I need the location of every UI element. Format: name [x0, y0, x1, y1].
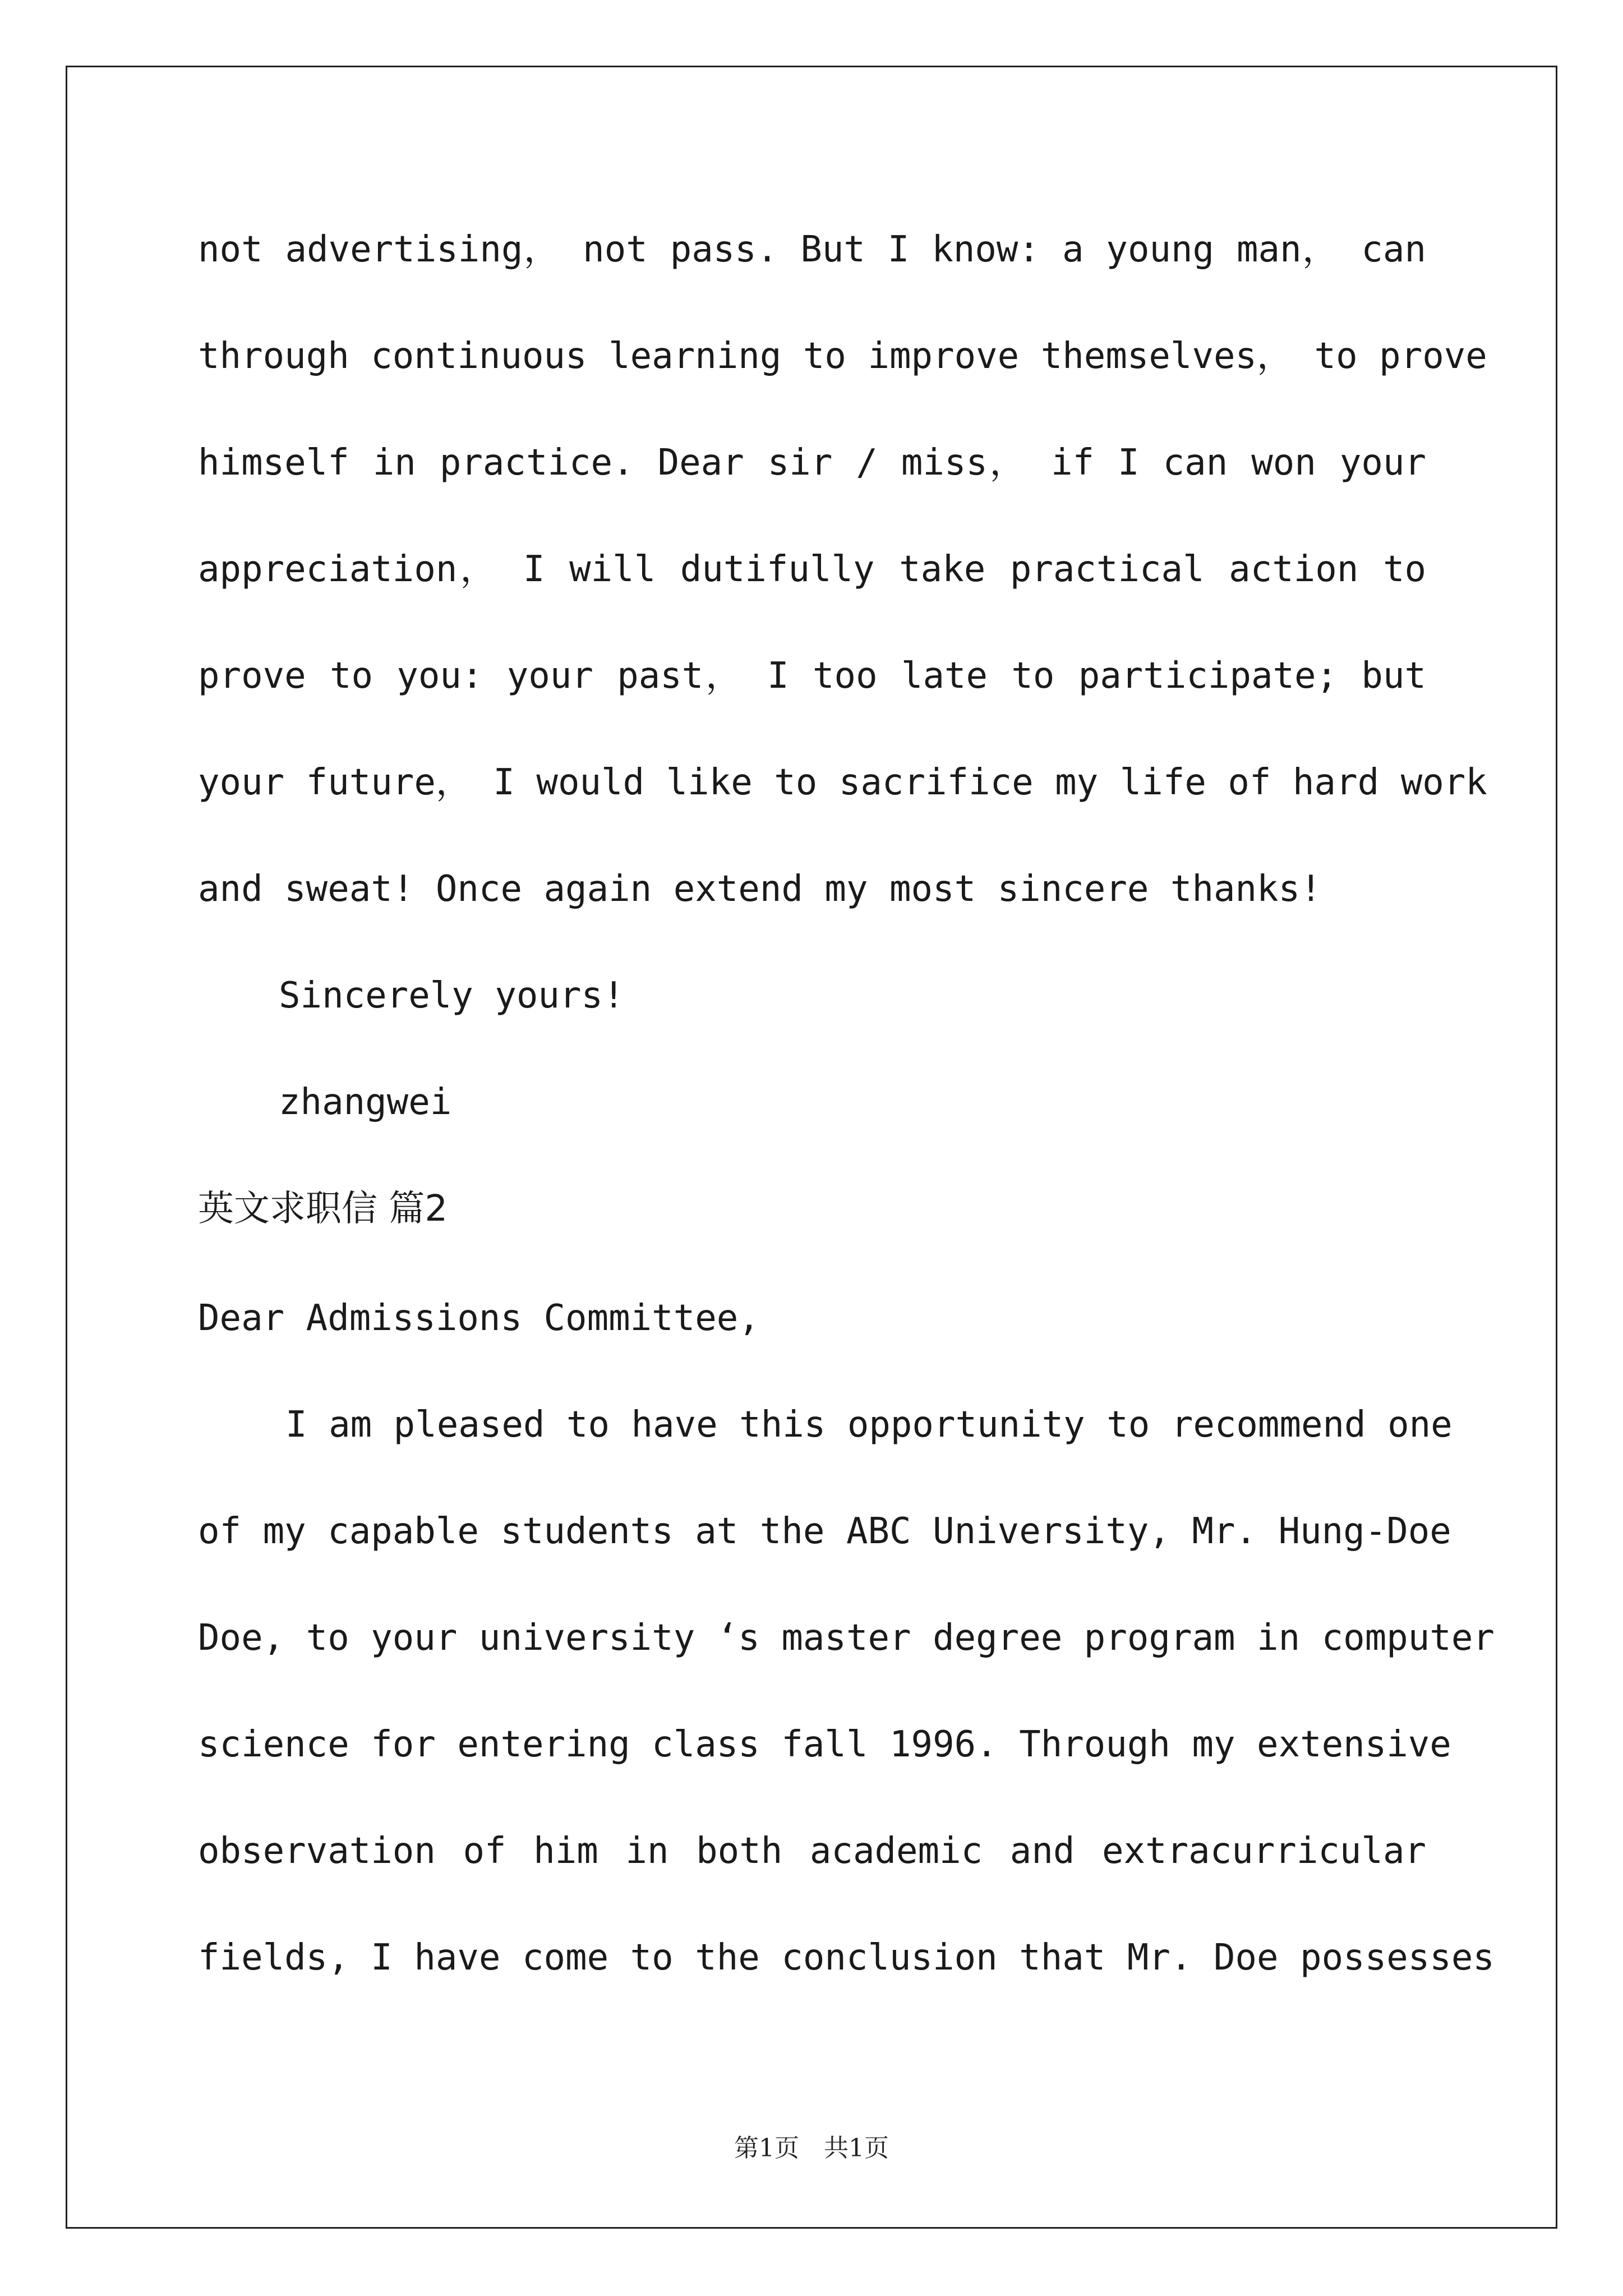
- section-heading: 英文求职信 篇2: [198, 1188, 448, 1230]
- text-line: through continuous learning to improve themselves， to prove: [198, 335, 1487, 377]
- text-line: fields, I have come to the conclusion that Mr. Doe possesses: [198, 1937, 1495, 1978]
- letter-salutation: Dear Admissions Committee,: [198, 1297, 760, 1339]
- text-line: prove to you: your past， I too late to participate; but: [198, 655, 1426, 697]
- signature-name: zhangwei: [279, 1082, 452, 1123]
- text-line: not advertising， not pass. But I know: a young man， can: [198, 229, 1426, 270]
- text-line: I am pleased to have this opportunity to recommend one: [285, 1404, 1453, 1446]
- text-line: of my capable students at the ABC University, Mr. Hung-Doe: [198, 1511, 1451, 1552]
- text-line: appreciation， I will dutifully take practical action to: [198, 549, 1426, 590]
- page-border: [66, 66, 1557, 2229]
- closing-salutation: Sincerely yours!: [279, 975, 625, 1016]
- text-line: science for entering class fall 1996. Through my extensive: [198, 1724, 1451, 1765]
- text-line: himself in practice. Dear sir / miss， if I can won your: [198, 442, 1426, 484]
- text-line: observation of him in both academic and extracurricular: [198, 1830, 1426, 1872]
- text-line: your future， I would like to sacrifice my life of hard work: [198, 762, 1487, 803]
- text-line: Doe, to your university ‘s master degree program in computer: [198, 1617, 1495, 1659]
- text-line: and sweat! Once again extend my most sincere thanks!: [198, 868, 1322, 910]
- page-number-footer: 第1页 共1页: [734, 2134, 889, 2162]
